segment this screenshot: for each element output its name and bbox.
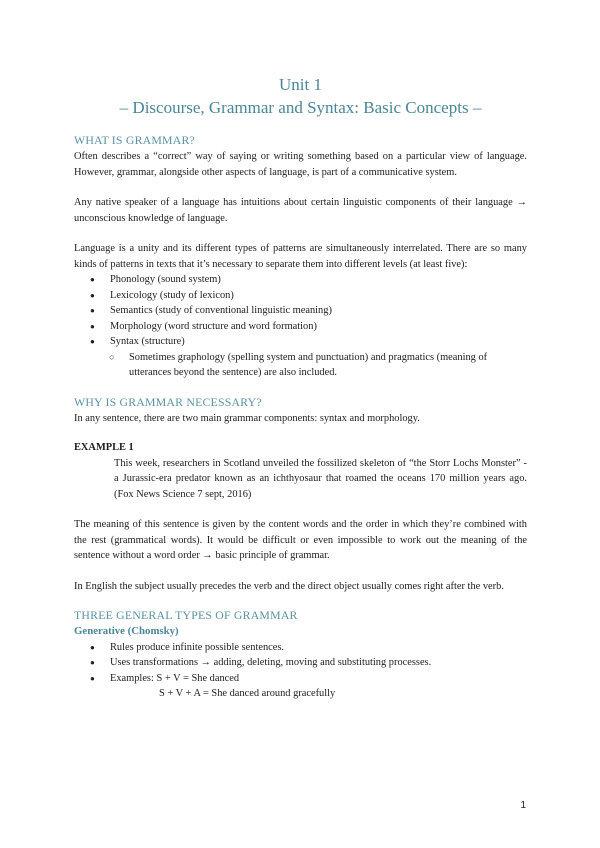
list-item: ● Semantics (study of conventional linguistic meaning) bbox=[88, 303, 527, 319]
list-item: ● Morphology (word structure and word formation) bbox=[88, 319, 527, 335]
title-subtitle: – Discourse, Grammar and Syntax: Basic Concepts – bbox=[119, 98, 482, 117]
heading-types-of-grammar: THREE GENERAL TYPES OF GRAMMAR bbox=[74, 608, 298, 622]
example-label: EXAMPLE 1 bbox=[74, 442, 134, 453]
list-item: ● Examples: S + V = She danced bbox=[88, 671, 527, 687]
list-item: ● Uses transformations → adding, deleting, moving and substituting processes. bbox=[88, 655, 527, 671]
example-formula: S + V + A = She danced around gracefully bbox=[159, 688, 336, 699]
list-item: ○ Sometimes graphology (spelling system and punctuation) and pragmatics (meaning of utterances beyond the sentence) are also included. bbox=[109, 350, 527, 381]
example-continuation bbox=[74, 686, 527, 702]
list-item: ● Lexicology (study of lexicon) bbox=[88, 288, 527, 304]
paragraph: In English the subject usually precedes the verb and the direct object usually comes right after the verb. bbox=[74, 580, 504, 592]
heading-why-grammar-necessary: WHY IS GRAMMAR NECESSARY? bbox=[74, 394, 262, 409]
paragraph: Often describes a “correct” way of saying or writing something based on a particular view of language. However, grammar, alongside other aspects of language, is part of a communicative system. bbox=[74, 151, 527, 178]
levels-list bbox=[74, 272, 527, 350]
title-unit: Unit 1 bbox=[279, 75, 322, 94]
example-quote: This week, researchers in Scotland unveiled the fossilized skeleton of “the Storr Lochs Monster” - a Jurassic-era predator known as an ichthyosaur that roamed the oceans 170 million years ago. (Fox News Science 7 sept, 2016) bbox=[114, 457, 527, 500]
generative-list bbox=[74, 640, 527, 687]
paragraph: The meaning of this sentence is given by the content words and the order in which they’re combined with the rest (grammatical words). It would be difficult or even impossible to work out the meaning of the sentence without a word order → basic principle of grammar. bbox=[74, 519, 527, 561]
subheading-generative: Generative (Chomsky) bbox=[74, 625, 179, 637]
paragraph: Language is a unity and its different types of patterns are simultaneously interrelated. There are so many kinds of patterns in texts that it’s necessary to separate them into different levels (at least five): bbox=[74, 243, 527, 270]
heading-what-is-grammar: WHAT IS GRAMMAR? bbox=[74, 133, 195, 147]
list-item: ● Phonology (sound system) bbox=[88, 272, 527, 288]
page-number: 1 bbox=[520, 800, 526, 811]
list-item: ● Syntax (structure) bbox=[88, 334, 527, 350]
paragraph: Any native speaker of a language has intuitions about certain linguistic components of their language → unconscious knowledge of language. bbox=[74, 197, 527, 224]
paragraph: In any sentence, there are two main grammar components: syntax and morphology. bbox=[74, 412, 420, 424]
list-item: ● Rules produce infinite possible sentences. bbox=[88, 640, 527, 656]
sub-list bbox=[74, 350, 527, 381]
document-page bbox=[74, 74, 527, 702]
